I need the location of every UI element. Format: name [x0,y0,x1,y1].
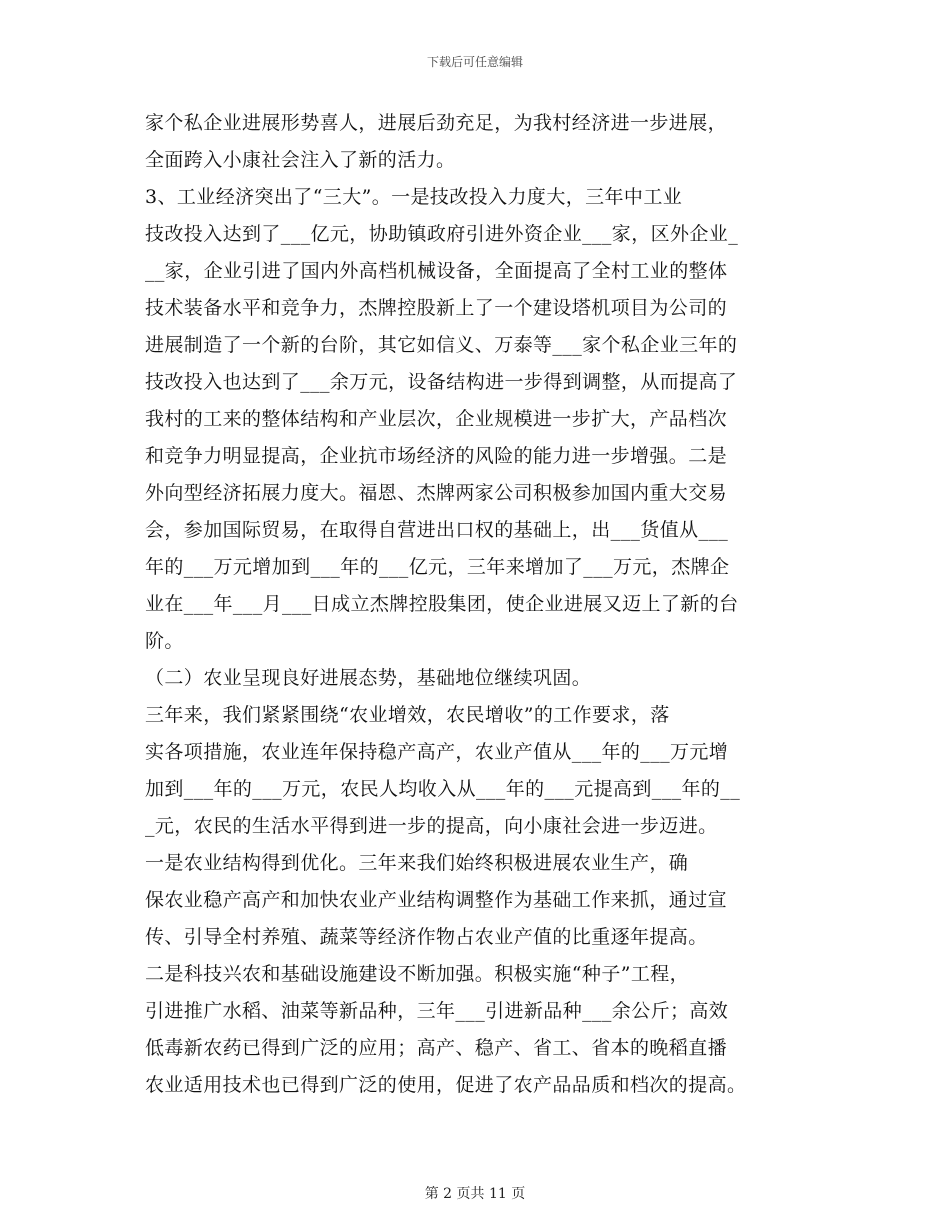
text-line: 保农业稳产高产和加快农业产业结构调整作为基础工作来抓，通过宣 [145,889,728,911]
text-line: 一是农业结构得到优化。三年来我们始终积极进展农业生产，确 [145,852,689,874]
text-line: 实各项措施，农业连年保持稳产高产，农业产值从___年的___万元增 [145,741,729,763]
text-line: 低毒新农药已得到广泛的应用；高产、稳产、省工、省本的晚稻直播 [145,1037,728,1059]
text-line: 会，参加国际贸易，在取得自营进出口权的基础上，出___货值从___ [145,519,729,541]
page-footer: 第 2 页共 11 页 [424,1186,526,1202]
text-line: 加到___年的___万元，农民人均收入从___年的___元提高到___年的__ [145,778,741,800]
text-line: _元，农民的生活水平得到进一步的提高，向小康社会进一步迈进。 [145,815,718,837]
text-line: 外向型经济拓展力度大。福恩、杰牌两家公司积极参加国内重大交易 [145,482,728,504]
text-line: 二是科技兴农和基础设施建设不断加强。积极实施“种子”工程， [145,963,690,985]
text-line: 三年来，我们紧紧围绕“农业增效，农民增收”的工作要求，落 [145,704,670,726]
text-line: 技改投入也达到了___余万元，设备结构进一步得到调整，从而提高了 [145,371,738,393]
text-line: 传、引导全村养殖、蔬菜等经济作物占农业产值的比重逐年提高。 [145,926,708,948]
text-line: 全面跨入小康社会注入了新的活力。 [145,149,456,171]
text-line: 家个私企业进展形势喜人，进展后劲充足，为我村经济进一步进展， [145,112,728,134]
text-line: 进展制造了一个新的台阶，其它如信义、万泰等___家个私企业三年的 [145,334,738,356]
text-line: 业在___年___月___日成立杰牌控股集团，使企业进展又迈上了新的台 [145,593,739,615]
text-line: __家，企业引进了国内外高档机械设备，全面提高了全村工业的整体 [145,260,728,282]
text-line: 阶。 [145,630,184,652]
text-line: 我村的工来的整体结构和产业层次，企业规模进一步扩大，产品档次 [145,408,728,430]
text-line: 3、工业经济突出了“三大”。一是技改投入力度大，三年中工业 [145,186,683,208]
text-line: 技术装备水平和竞争力，杰牌控股新上了一个建设塔机项目为公司的 [145,297,728,319]
text-line: 引进推广水稻、油菜等新品种，三年___引进新品种___余公斤；高效 [145,1000,729,1022]
text-line: 和竞争力明显提高，企业抗市场经济的风险的能力进一步增强。二是 [145,445,728,467]
text-line: 农业适用技术也已得到广泛的使用，促进了农产品品质和档次的提高。 [145,1074,747,1096]
text-line: 年的___万元增加到___年的___亿元，三年来增加了___万元，杰牌企 [145,556,730,578]
document-body [145,105,810,1104]
page-header: 下载后可任意编辑 [426,55,523,69]
text-line: 技改投入达到了___亿元，协助镇政府引进外资企业___家，区外企业_ [145,223,739,245]
section-heading: （二）农业呈现良好进展态势，基础地位继续巩固。 [145,667,592,689]
